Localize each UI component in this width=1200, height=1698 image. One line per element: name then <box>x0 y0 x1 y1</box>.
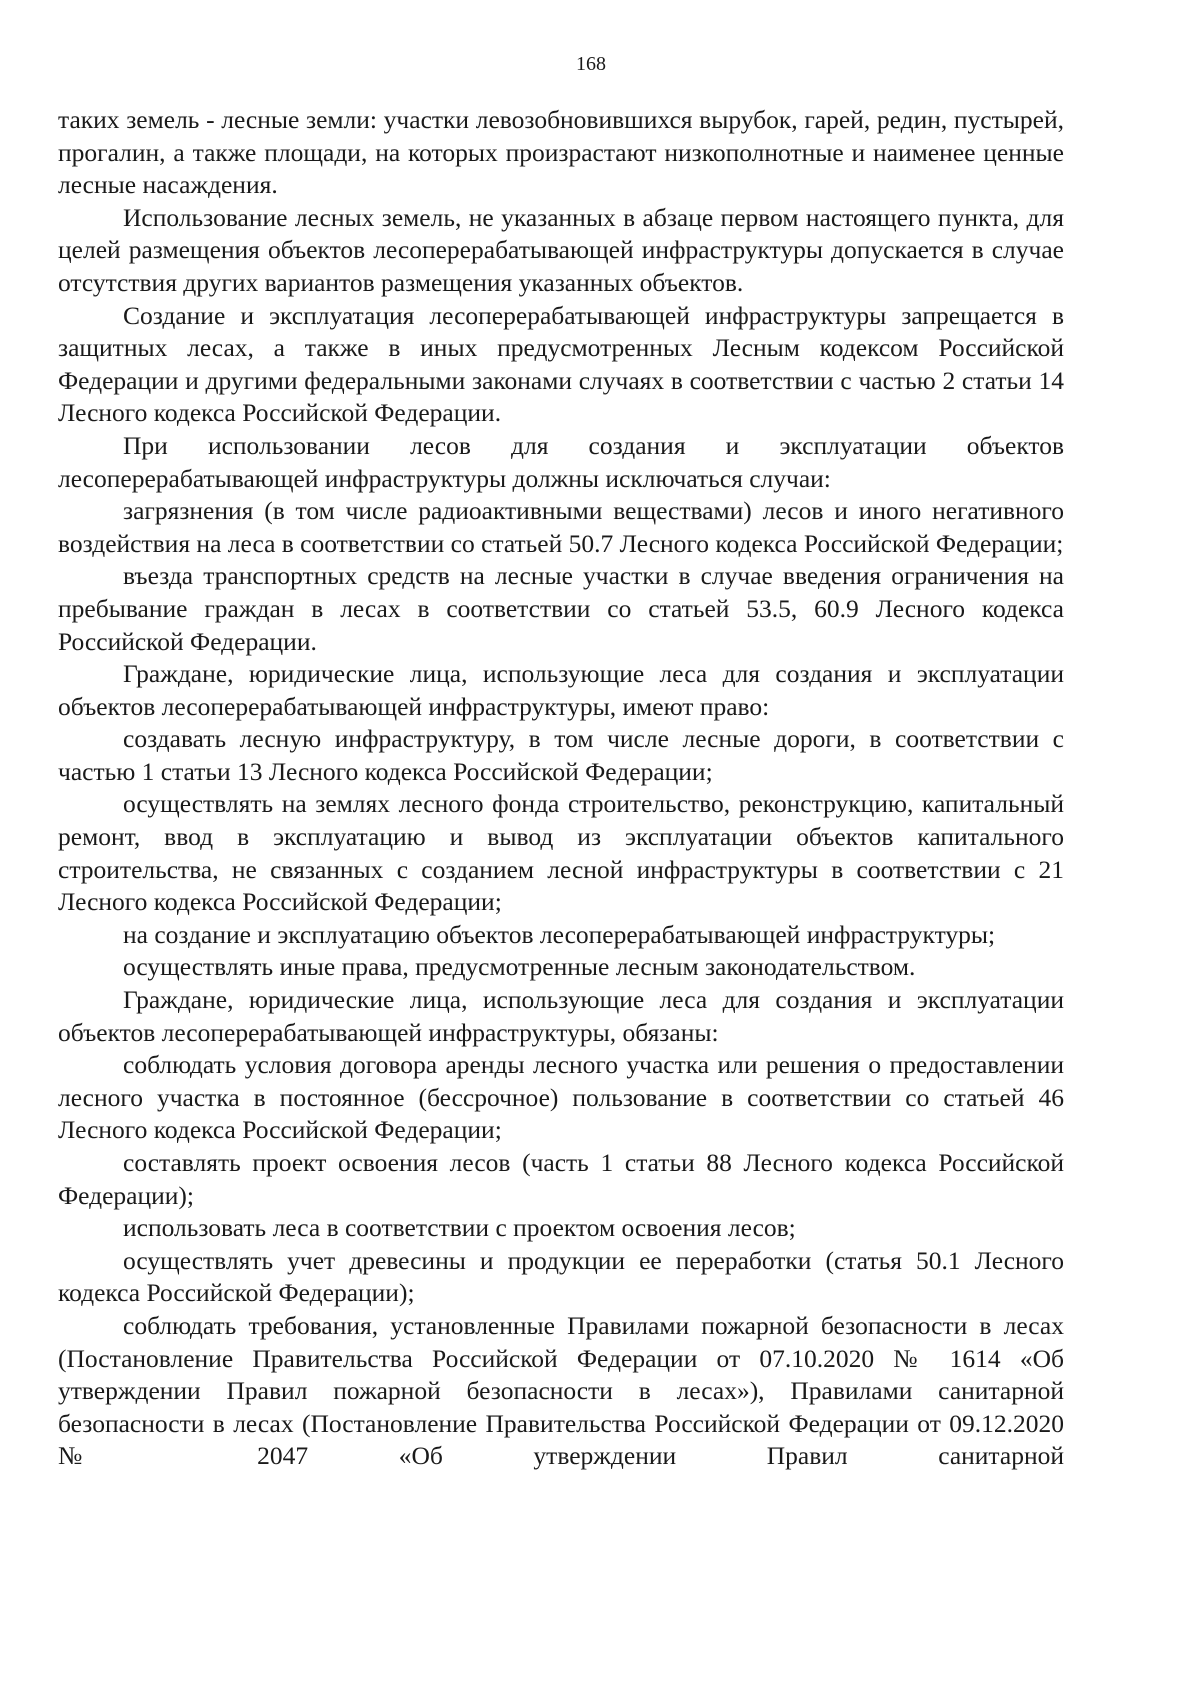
paragraph: Использование лесных земель, не указанных в абзаце первом настоящего пункта, для целей размещения объектов лесоперерабатывающей инфраструктуры допускается в случае отсутствия других вариантов размещения указанных объектов. <box>58 202 1064 297</box>
paragraph: осуществлять на землях лесного фонда строительство, реконструкцию, капитальный ремонт, ввод в эксплуатацию и вывод из эксплуатации объектов капитального строительства, не связанных с созданием лесной инфраструктуры в соответствии с 21 Лесного кодекса Российской Федерации; <box>58 789 1064 917</box>
paragraph: въезда транспортных средств на лесные участки в случае введения ограничения на пребывание граждан в лесах в соответствии со статьей 53.5, 60.9 Лесного кодекса Российской Федерации. <box>58 561 1064 656</box>
paragraph: При использовании лесов для создания и эксплуатации объектов лесоперерабатывающей инфраструктуры должны исключаться случаи: <box>58 430 1064 493</box>
document-body <box>58 104 1064 1473</box>
paragraph: таких земель - лесные земли: участки левозобновившихся вырубок, гарей, редин, пустырей, прогалин, а также площади, на которых произрастают низкополнотные и наименее ценные лесные насаждения. <box>58 105 1064 200</box>
paragraph: Граждане, юридические лица, использующие леса для создания и эксплуатации объектов лесоперерабатывающей инфраструктуры, имеют право: <box>58 659 1064 721</box>
paragraph: создавать лесную инфраструктуру, в том числе лесные дороги, в соответствии с частью 1 статьи 13 Лесного кодекса Российской Федерации; <box>58 724 1064 786</box>
page-number: 168 <box>576 53 606 75</box>
paragraph: Граждане, юридические лица, использующие леса для создания и эксплуатации объектов лесоперерабатывающей инфраструктуры, обязаны: <box>58 985 1064 1047</box>
paragraph: осуществлять иные права, предусмотренные лесным законодательством. <box>123 952 916 982</box>
paragraph: использовать леса в соответствии с проектом освоения лесов; <box>123 1213 796 1243</box>
paragraph: осуществлять учет древесины и продукции ее переработки (статья 50.1 Лесного кодекса Российской Федерации); <box>58 1245 1064 1308</box>
paragraph: Создание и эксплуатация лесоперерабатывающей инфраструктуры запрещается в защитных лесах, а также в иных предусмотренных Лесным кодексом Российской Федерации и другими федеральными законами случаях в соответствии с частью 2 статьи 14 Лесного кодекса Российской Федерации. <box>58 300 1064 428</box>
paragraph-continued: соблюдать требования, установленные Правилами пожарной безопасности в лесах (Постановление Правительства Российской Федерации от 07.10.2020 № 1614 «Об утверждении Правил пожарной безопасности в лесах»), Правилами санитарной безопасности в лесах (Постановление Правительства Российской Федерации от 09.12.2020 № 2047 «Об утверждении Правил санитарной <box>58 1310 1064 1471</box>
paragraph: составлять проект освоения лесов (часть 1 статьи 88 Лесного кодекса Российской Федерации); <box>58 1148 1064 1210</box>
paragraph: загрязнения (в том числе радиоактивными веществами) лесов и иного негативного воздействия на леса в соответствии со статьей 50.7 Лесного кодекса Российской Федерации; <box>58 496 1064 558</box>
paragraph: на создание и эксплуатацию объектов лесоперерабатывающей инфраструктуры; <box>123 919 996 949</box>
paragraph: соблюдать условия договора аренды лесного участка или решения о предоставлении лесного участка в постоянное (бессрочное) пользование в соответствии со статьей 46 Лесного кодекса Российской Федерации; <box>58 1050 1064 1145</box>
